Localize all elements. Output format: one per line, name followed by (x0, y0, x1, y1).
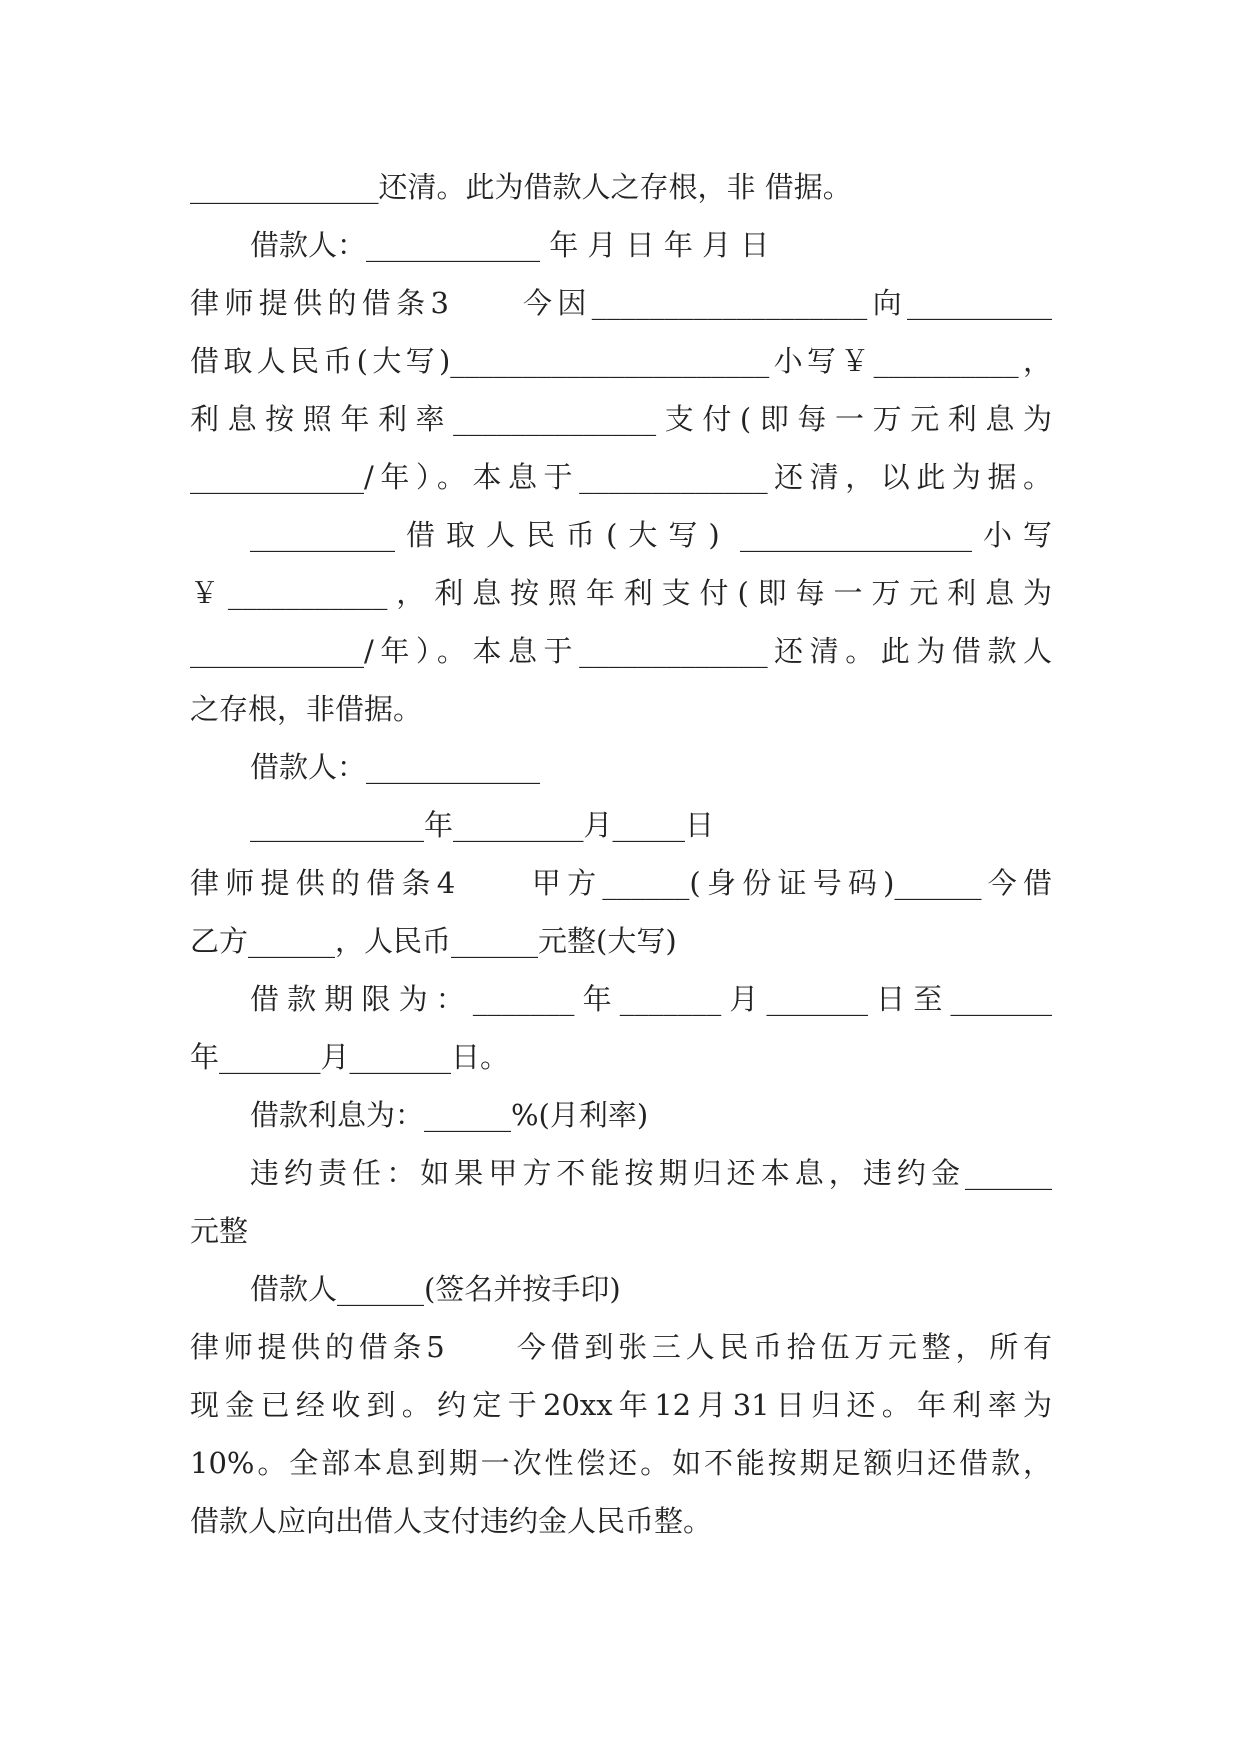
section-heading-line: 律师提供的借条5 今借到张三人民币拾伍万元整，所有 (190, 1330, 1052, 1364)
document-body (190, 158, 1052, 1550)
section-heading-line: 律师提供的借条3 今因___________________向__________ (190, 286, 1052, 320)
text-line: 借款人：____________ 年 月 日 年 月 日 (250, 228, 770, 262)
text-line: 元整 (190, 1214, 249, 1248)
text-line: 违约责任：如果甲方不能按期归还本息，违约金______ (250, 1156, 1052, 1190)
text-line: 借取人民币(大写)______________________小写￥__________， (190, 344, 1052, 378)
text-line: ￥___________，利息按照年利支付(即每一万元利息为 (190, 576, 1052, 610)
text-line: 借款人：____________ (250, 750, 541, 784)
text-line: 10%。全部本息到期一次性偿还。如不能按期足额归还借款， (190, 1446, 1052, 1480)
text-line: 利息按照年利率______________支付(即每一万元利息为 (190, 402, 1052, 436)
text-line: _____________还清。此为借款人之存根，非 借据。 (190, 170, 852, 204)
signature-line: 借款人______(签名并按手印) (250, 1272, 621, 1306)
text-line: ____________/年）。本息于_____________还清。此为借款人 (190, 634, 1052, 668)
date-line: ____________年_________月_____日 (250, 808, 715, 842)
text-line: 借款期限为：_______年_______月_______日至_______ (250, 982, 1052, 1016)
text-line: 现金已经收到。约定于20xx年12月31日归还。年利率为 (190, 1388, 1052, 1422)
section-heading-line: 律师提供的借条4 甲方______(身份证号码)______今借 (190, 866, 1052, 900)
text-line: 之存根，非借据。 (190, 692, 423, 726)
text-line: __________借取人民币(大写) ________________小写 (250, 518, 1052, 552)
text-line: 乙方______，人民币______元整(大写) (190, 924, 677, 958)
text-line: 年_______月_______日。 (190, 1040, 510, 1074)
text-line: 借款人应向出借人支付违约金人民币整。 (190, 1504, 713, 1538)
text-line: 借款利息为：______%(月利率) (250, 1098, 649, 1132)
text-line: ____________/年）。本息于_____________还清，以此为据。 (190, 460, 1052, 494)
